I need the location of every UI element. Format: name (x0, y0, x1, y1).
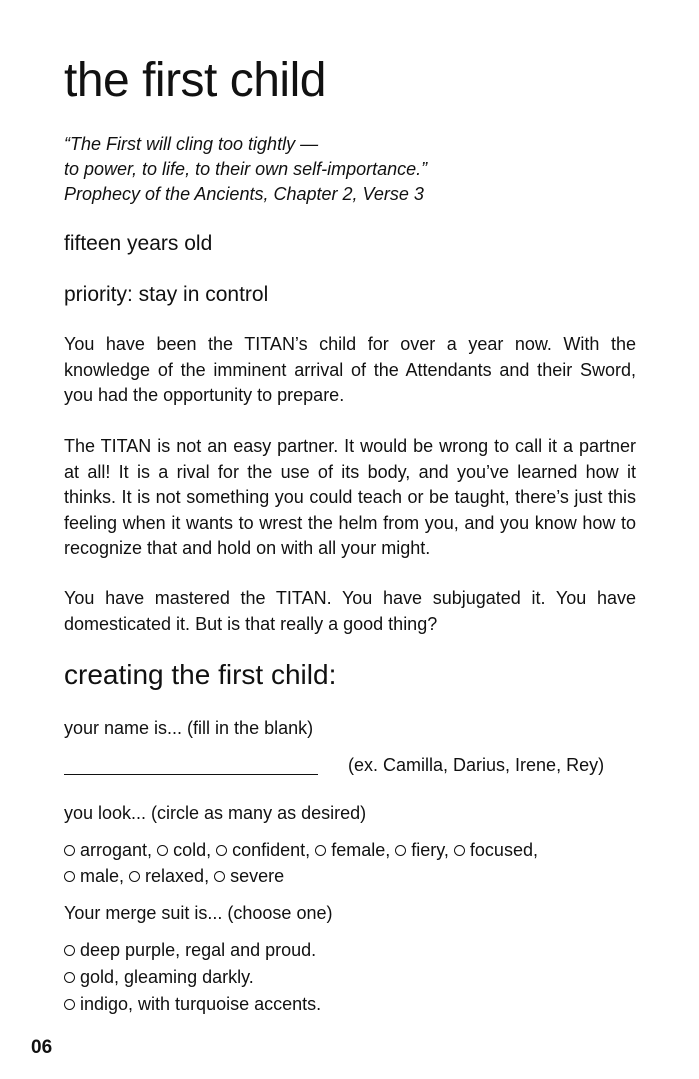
look-option-confident[interactable]: confident, (216, 840, 310, 860)
look-option-arrogant[interactable]: arrogant, (64, 840, 152, 860)
name-blank-line[interactable] (64, 774, 318, 775)
look-options-row-1 (64, 838, 538, 863)
circle-icon (395, 845, 406, 856)
look-prompt: you look... (circle as many as desired) (64, 803, 367, 823)
page-number: 06 (31, 1037, 53, 1058)
circle-icon (315, 845, 326, 856)
look-options-row-2 (64, 864, 284, 889)
page-title: the first child (64, 54, 326, 107)
paragraph-3: You have mastered the TITAN. You have subjugated it. You have domesticated it. But is that really a good thing? (64, 588, 636, 634)
priority-heading: priority: stay in control (64, 283, 269, 306)
suit-prompt: Your merge suit is... (choose one) (64, 903, 333, 923)
page (64, 0, 636, 1079)
paragraph-2: The TITAN is not an easy partner. It would be wrong to call it a partner at all! It is a rival for the use of its body, and you’ve learned how it thinks. It is not something you could teach or be taught, there’s just this feeling when it wants to wrest the helm from you, and you know how to recognize that and hold on with all your might. (64, 436, 636, 558)
epigraph-line-2: to power, to life, to their own self-importance.” (64, 159, 428, 179)
epigraph (64, 132, 636, 207)
paragraph-1: You have been the TITAN’s child for over a year now. With the knowledge of the imminent arrival of the Attendants and their Sword, you had the opportunity to prepare. (64, 334, 636, 405)
look-option-relaxed[interactable]: relaxed, (129, 866, 209, 886)
look-option-fiery[interactable]: fiery, (395, 840, 449, 860)
suit-option-deep-purple[interactable]: deep purple, regal and proud. (64, 938, 316, 963)
circle-icon (64, 945, 75, 956)
circle-icon (64, 972, 75, 983)
look-option-female[interactable]: female, (315, 840, 390, 860)
circle-icon (129, 871, 140, 882)
epigraph-citation: Prophecy of the Ancients, Chapter 2, Verse 3 (64, 184, 424, 204)
name-examples: (ex. Camilla, Darius, Irene, Rey) (348, 755, 605, 775)
circle-icon (216, 845, 227, 856)
look-option-severe[interactable]: severe (214, 866, 284, 886)
circle-icon (64, 871, 75, 882)
suit-option-gold[interactable]: gold, gleaming darkly. (64, 965, 254, 990)
circle-icon (64, 999, 75, 1010)
circle-icon (454, 845, 465, 856)
epigraph-line-1: “The First will cling too tightly — (64, 134, 319, 154)
circle-icon (64, 845, 75, 856)
circle-icon (157, 845, 168, 856)
name-prompt: your name is... (fill in the blank) (64, 718, 314, 738)
look-option-cold[interactable]: cold, (157, 840, 211, 860)
age-heading: fifteen years old (64, 232, 213, 255)
circle-icon (214, 871, 225, 882)
look-option-focused[interactable]: focused, (454, 840, 538, 860)
creating-heading: creating the first child: (64, 659, 337, 690)
suit-option-indigo[interactable]: indigo, with turquoise accents. (64, 992, 321, 1017)
look-option-male[interactable]: male, (64, 866, 124, 886)
